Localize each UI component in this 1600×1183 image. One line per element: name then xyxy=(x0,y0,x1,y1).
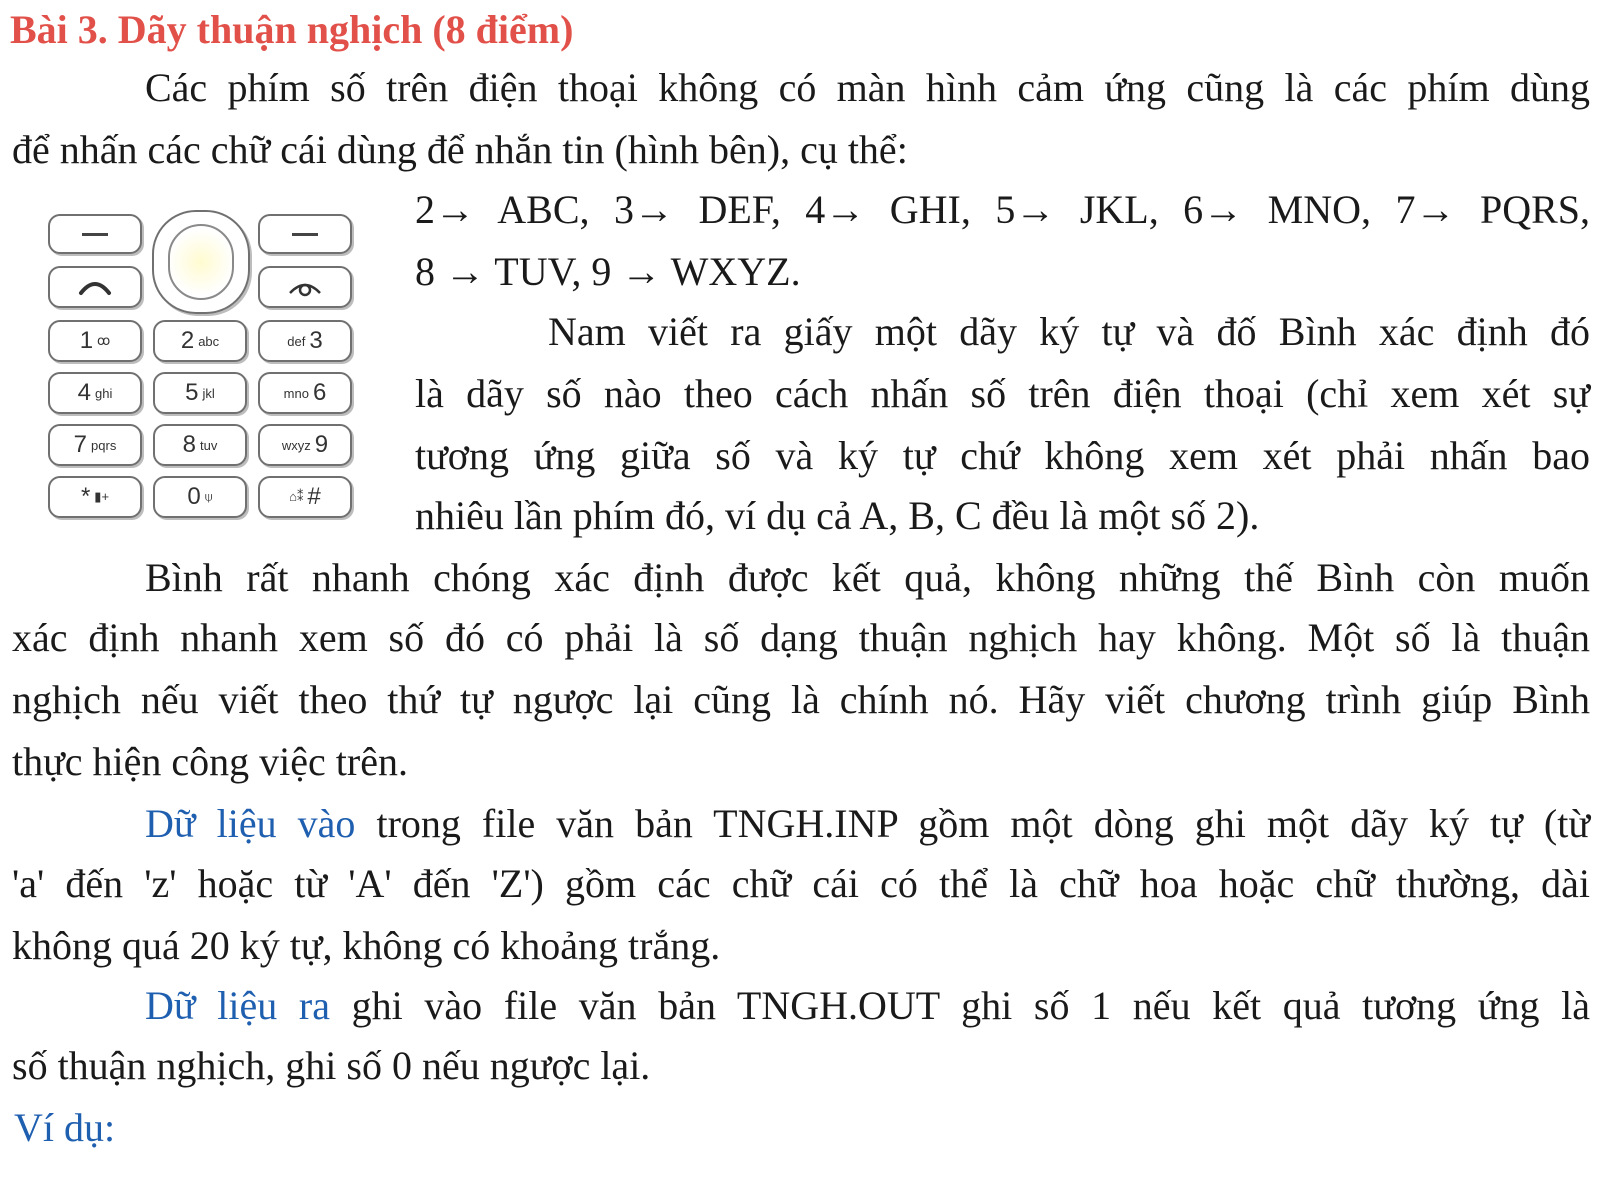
key-number: 4 xyxy=(77,379,91,406)
input-line-3: không quá 20 ký tự, không có khoảng trắng. xyxy=(12,923,721,968)
key-3 xyxy=(258,320,352,362)
key-number: 8 xyxy=(182,431,196,458)
key-letters: def xyxy=(287,333,306,349)
input-line-2: 'a' đến 'z' hoặc từ 'A' đến 'Z') gồm các chữ cái có thể là chữ hoa hoặc chữ thường, dài xyxy=(12,861,1590,906)
key-8 xyxy=(153,424,247,466)
key-7 xyxy=(48,424,142,466)
task-line-3: nghịch nếu viết theo thứ tự ngược lại cũng là chính nó. Hãy viết chương trình giúp Bình xyxy=(12,677,1590,722)
key-letters: ghi xyxy=(95,385,113,401)
output-line-1 xyxy=(145,984,1590,1028)
key-letters: pqrs xyxy=(91,437,117,453)
task-line-2: xác định nhanh xem số đó có phải là số dạng thuận nghịch hay không. Một số là thuận xyxy=(12,615,1590,660)
key-9 xyxy=(258,424,352,466)
key-number: # xyxy=(307,483,321,510)
input-line-1-rest: trong file văn bản TNGH.INP gồm một dòng ghi một dãy ký tự (từ xyxy=(355,801,1590,846)
example-heading: Ví dụ: xyxy=(14,1105,116,1150)
story-line-1: Nam viết ra giấy một dãy ký tự và đố Bình xác định đó xyxy=(548,309,1590,354)
key-letters: mno xyxy=(283,385,309,401)
key-4 xyxy=(48,372,142,414)
key-letters: jkl xyxy=(202,385,215,401)
right-soft-key xyxy=(258,214,352,254)
key-number: 6 xyxy=(312,379,327,406)
dash-icon xyxy=(82,233,108,236)
key-5 xyxy=(153,372,247,414)
key-letters: ⌂⁑ xyxy=(289,489,304,504)
mapping-line-2: 8 → TUV, 9 → WXYZ. xyxy=(415,249,801,294)
camera-key xyxy=(258,266,352,308)
phone-keypad-illustration xyxy=(40,208,370,528)
key-letters: ꝏ xyxy=(97,333,111,348)
story-line-2: là dãy số nào theo cách nhấn số trên điện thoại (chỉ xem xét sự xyxy=(415,371,1590,416)
key-number: 5 xyxy=(185,379,199,406)
key-letters: abc xyxy=(198,333,220,349)
input-label: Dữ liệu vào xyxy=(145,801,356,846)
mapping-line-1: 2→ ABC, 3→ DEF, 4→ GHI, 5→ JKL, 6→ MNO, 7→ PQRS, xyxy=(415,187,1590,232)
output-label: Dữ liệu ra xyxy=(145,983,330,1028)
key-letters: tuv xyxy=(200,437,218,453)
input-line-1 xyxy=(145,802,1590,846)
key-number: 3 xyxy=(309,327,323,354)
key-6 xyxy=(258,372,352,414)
intro-line-2: để nhấn các chữ cái dùng để nhắn tin (hình bên), cụ thể: xyxy=(12,127,908,172)
key-number: * xyxy=(80,483,91,510)
story-line-3: tương ứng giữa số và ký tự chứ không xem xét phải nhấn bao xyxy=(415,433,1590,478)
intro-line-1: Các phím số trên điện thoại không có màn hình cảm ứng cũng là các phím dùng xyxy=(145,65,1590,110)
key-1 xyxy=(48,320,142,362)
task-line-4: thực hiện công việc trên. xyxy=(12,739,408,784)
task-line-1: Bình rất nhanh chóng xác định được kết quả, không những thế Bình còn muốn xyxy=(145,555,1590,600)
key-letters: ▮+ xyxy=(94,489,110,504)
key-number: 0 xyxy=(187,483,201,510)
key-number: 2 xyxy=(180,327,195,354)
key-star xyxy=(48,476,142,518)
call-key xyxy=(48,266,142,308)
problem-title: Bài 3. Dãy thuận nghịch (8 điểm) xyxy=(10,7,574,52)
key-number: 1 xyxy=(79,327,94,354)
camera-icon xyxy=(286,276,324,298)
key-number: 7 xyxy=(73,431,88,458)
nav-key xyxy=(152,210,250,314)
key-letters: wxyz xyxy=(281,437,311,453)
nav-center-key xyxy=(168,224,234,300)
story-line-4: nhiêu lần phím đó, ví dụ cả A, B, C đều là một số 2). xyxy=(415,493,1260,538)
output-line-1-rest: ghi vào file văn bản TNGH.OUT ghi số 1 nếu kết quả tương ứng là xyxy=(329,983,1590,1028)
key-letters: ⍦ xyxy=(204,489,213,504)
key-2 xyxy=(153,320,247,362)
left-soft-key xyxy=(48,214,142,254)
key-0 xyxy=(153,476,247,518)
dash-icon xyxy=(292,233,318,236)
phone-icon xyxy=(78,278,112,296)
key-hash xyxy=(258,476,352,518)
key-number: 9 xyxy=(314,431,329,458)
output-line-2: số thuận nghịch, ghi số 0 nếu ngược lại. xyxy=(12,1043,651,1088)
